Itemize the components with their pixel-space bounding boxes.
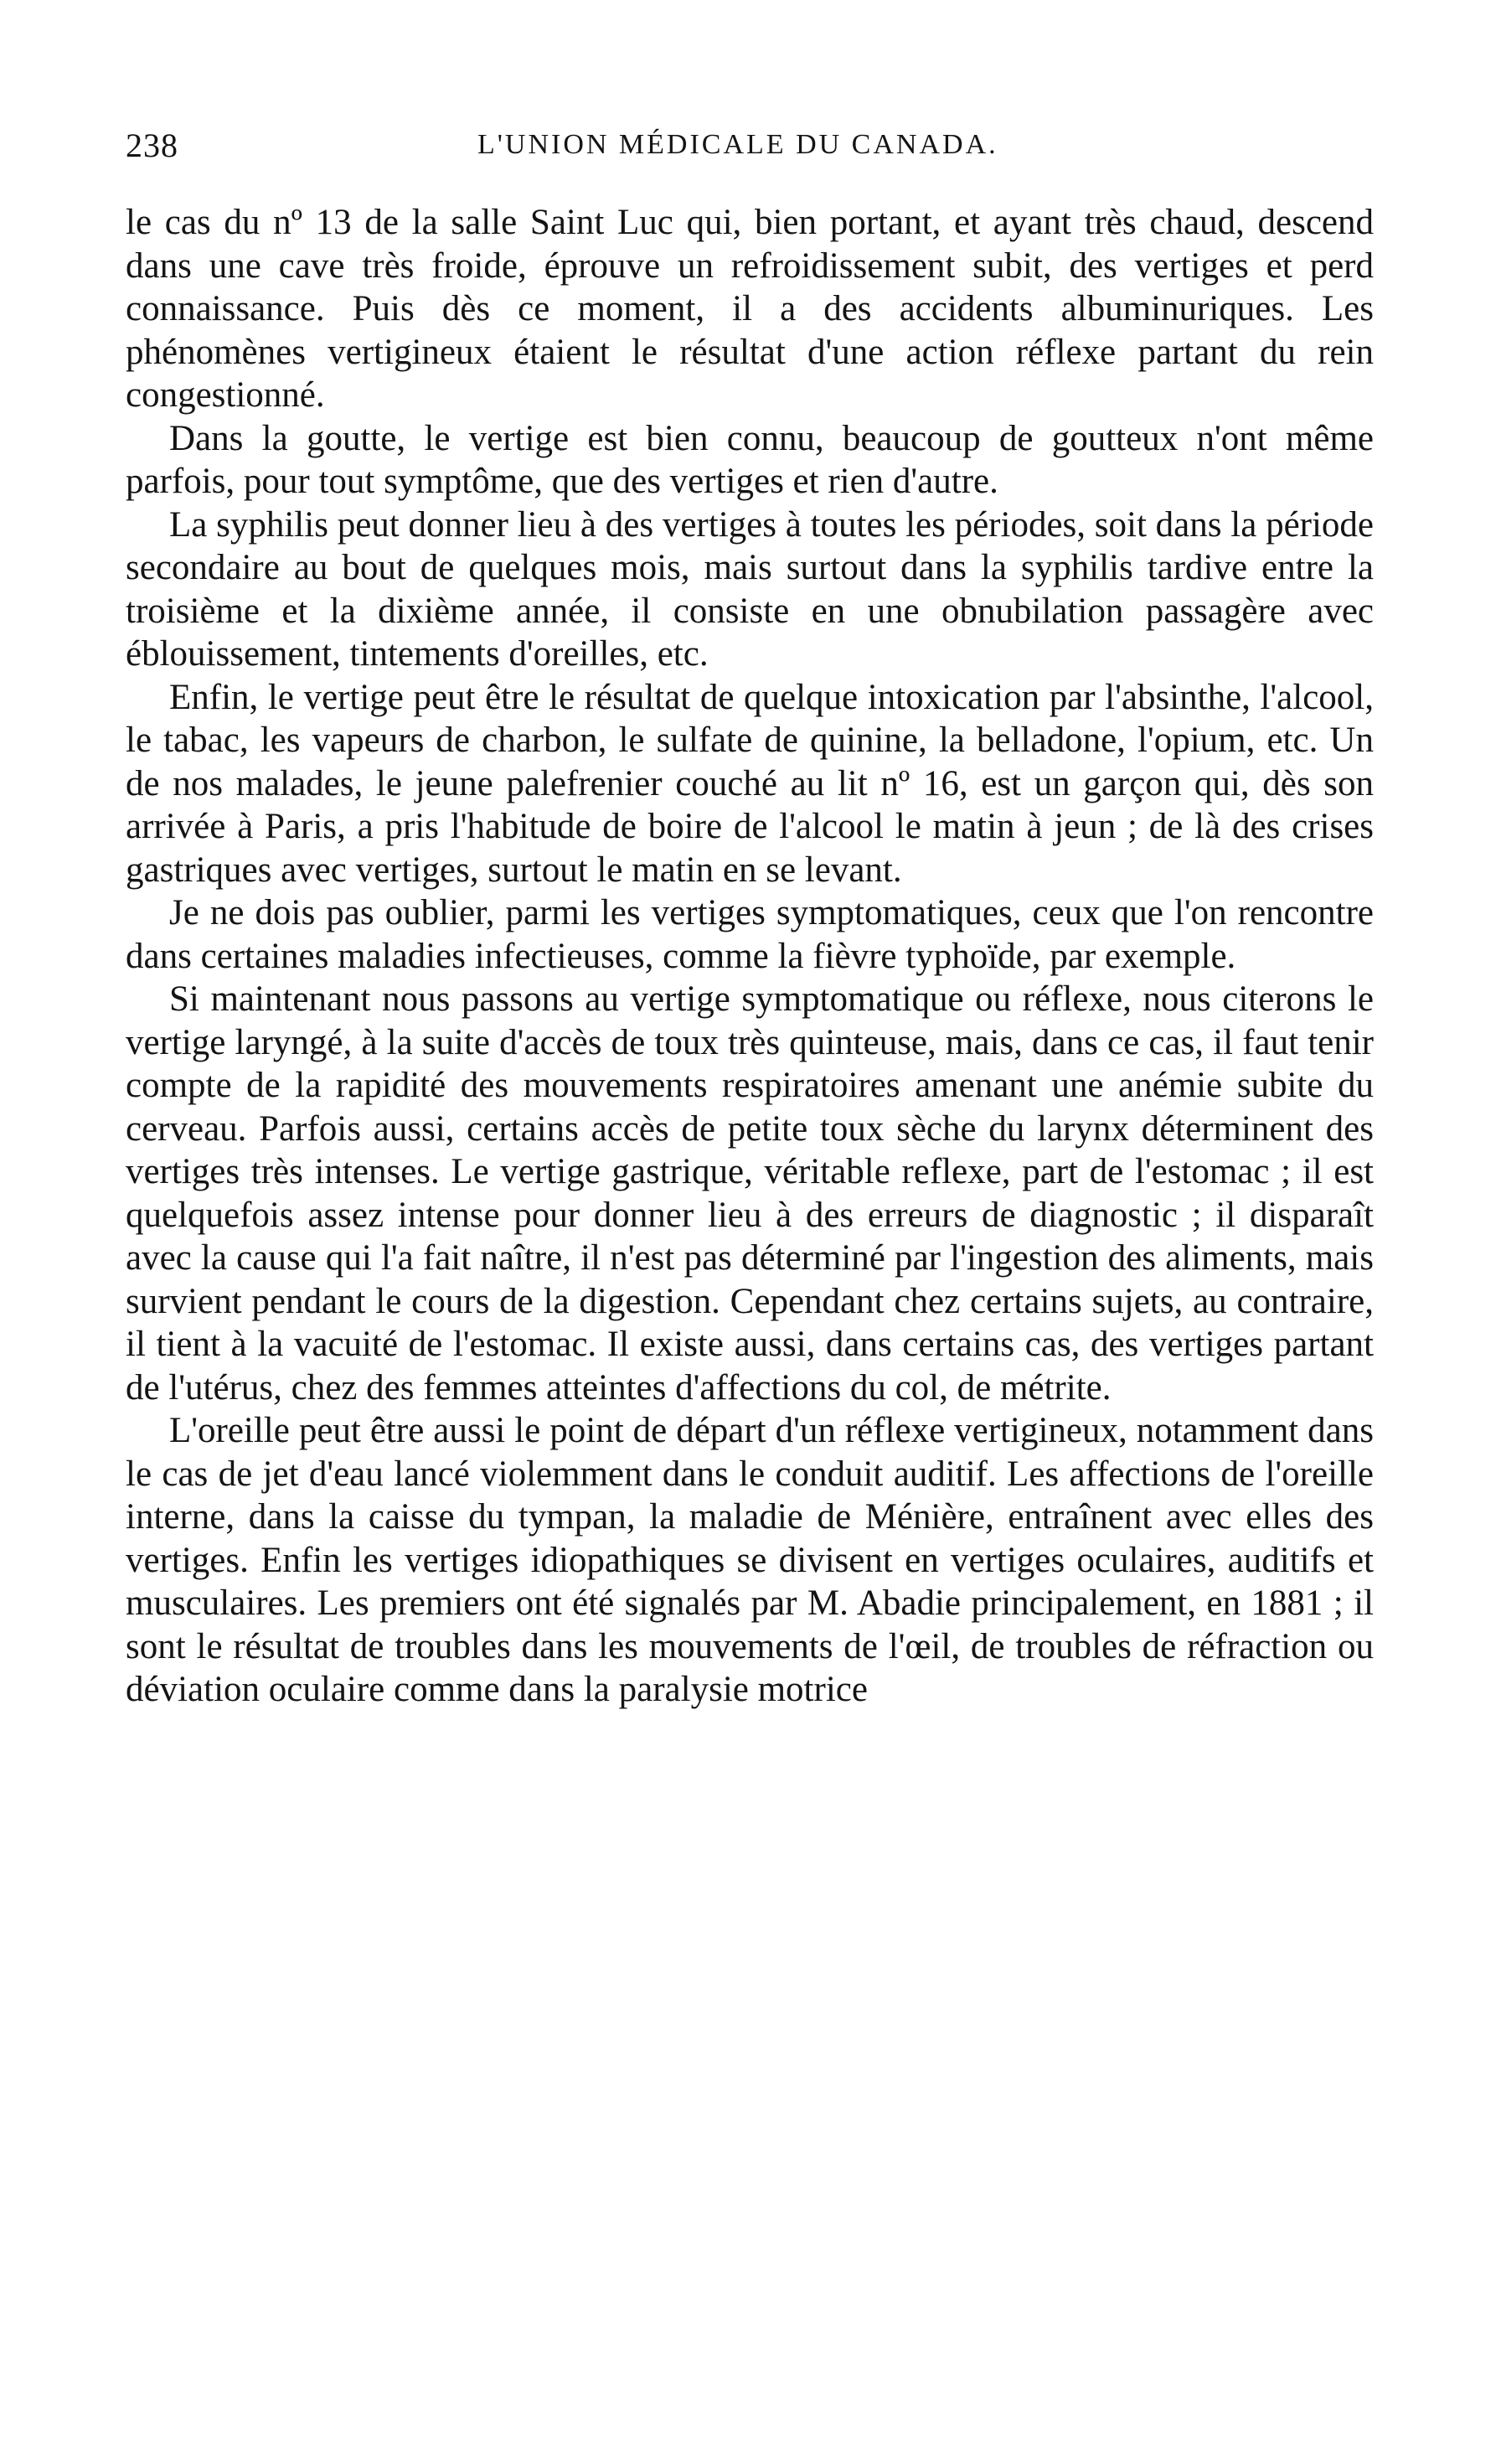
running-title: L'UNION MÉDICALE DU CANADA.	[477, 129, 998, 160]
paragraph: La syphilis peut donner lieu à des vertiges à toutes les périodes, soit dans la période secondaire au bout de quelques mois, mais surtout dans la syphilis tardive entre la troisième et la dixième année, il consiste en une obnubilation passagère avec éblouissement, tintements d'oreilles, etc.	[126, 504, 1374, 674]
paragraph: L'oreille peut être aussi le point de départ d'un réflexe vertigineux, notamment dans le cas de jet d'eau lancé violemment dans le conduit auditif. Les affections de l'oreille interne, dans la caisse du tympan, la maladie de Ménière, entraînent avec elles des vertiges. Enfin les vertiges idiopathiques se divisent en vertiges oculaires, auditifs et musculaires. Les premiers ont été signalés par M. Abadie principalement, en 1881 ; il sont le résultat de troubles dans les mouvements de l'œil, de troubles de réfraction ou déviation oculaire comme dans la paralysie motrice	[126, 1411, 1374, 1709]
paragraph: Je ne dois pas oublier, parmi les vertiges symptomatiques, ceux que l'on rencontre dans certaines maladies infectieuses, comme la fièvre typhoïde, par exemple.	[126, 893, 1374, 976]
page-number: 238	[126, 127, 178, 164]
page-header	[126, 126, 1374, 184]
paragraph: Dans la goutte, le vertige est bien connu, beaucoup de goutteux n'ont même parfois, pour tout symptôme, que des vertiges et rien d'autre.	[126, 418, 1374, 501]
paragraph: Si maintenant nous passons au vertige symptomatique ou réflexe, nous citerons le vertige laryngé, à la suite d'accès de toux très quinteuse, mais, dans ce cas, il faut tenir compte de la rapidité des mouvements respiratoires amenant une anémie subite du cerveau. Parfois aussi, certains accès de petite toux sèche du larynx déterminent des vertiges très intenses. Le vertige gastrique, véritable reflexe, part de l'estomac ; il est quelquefois assez intense pour donner lieu à des erreurs de diagnostic ; il disparaît avec la cause qui l'a fait naître, il n'est pas déterminé par l'ingestion des aliments, mais survient pendant le cours de la digestion. Cependant chez certains sujets, au contraire, il tient à la vacuité de l'estomac. Il existe aussi, dans certains cas, des vertiges partant de l'utérus, chez des femmes atteintes d'affections du col, de métrite.	[126, 979, 1374, 1408]
paragraph: le cas du nº 13 de la salle Saint Luc qui, bien portant, et ayant très chaud, descend dans une cave très froide, éprouve un refroidissement subit, des vertiges et perd connaissance. Puis dès ce moment, il a des accidents albuminuriques. Les phénomènes vertigineux étaient le résultat d'une action réflexe partant du rein congestionné.	[126, 203, 1374, 415]
paragraph: Enfin, le vertige peut être le résultat de quelque intoxication par l'absinthe, l'alcool, le tabac, les vapeurs de charbon, le sulfate de quinine, la belladone, l'opium, etc. Un de nos malades, le jeune palefrenier couché au lit nº 16, est un garçon qui, dès son arrivée à Paris, a pris l'habitude de boire de l'alcool le matin à jeun ; de là des crises gastriques avec vertiges, surtout le matin en se levant.	[126, 677, 1374, 890]
book-page	[126, 126, 1374, 1712]
body-text	[126, 201, 1374, 1712]
